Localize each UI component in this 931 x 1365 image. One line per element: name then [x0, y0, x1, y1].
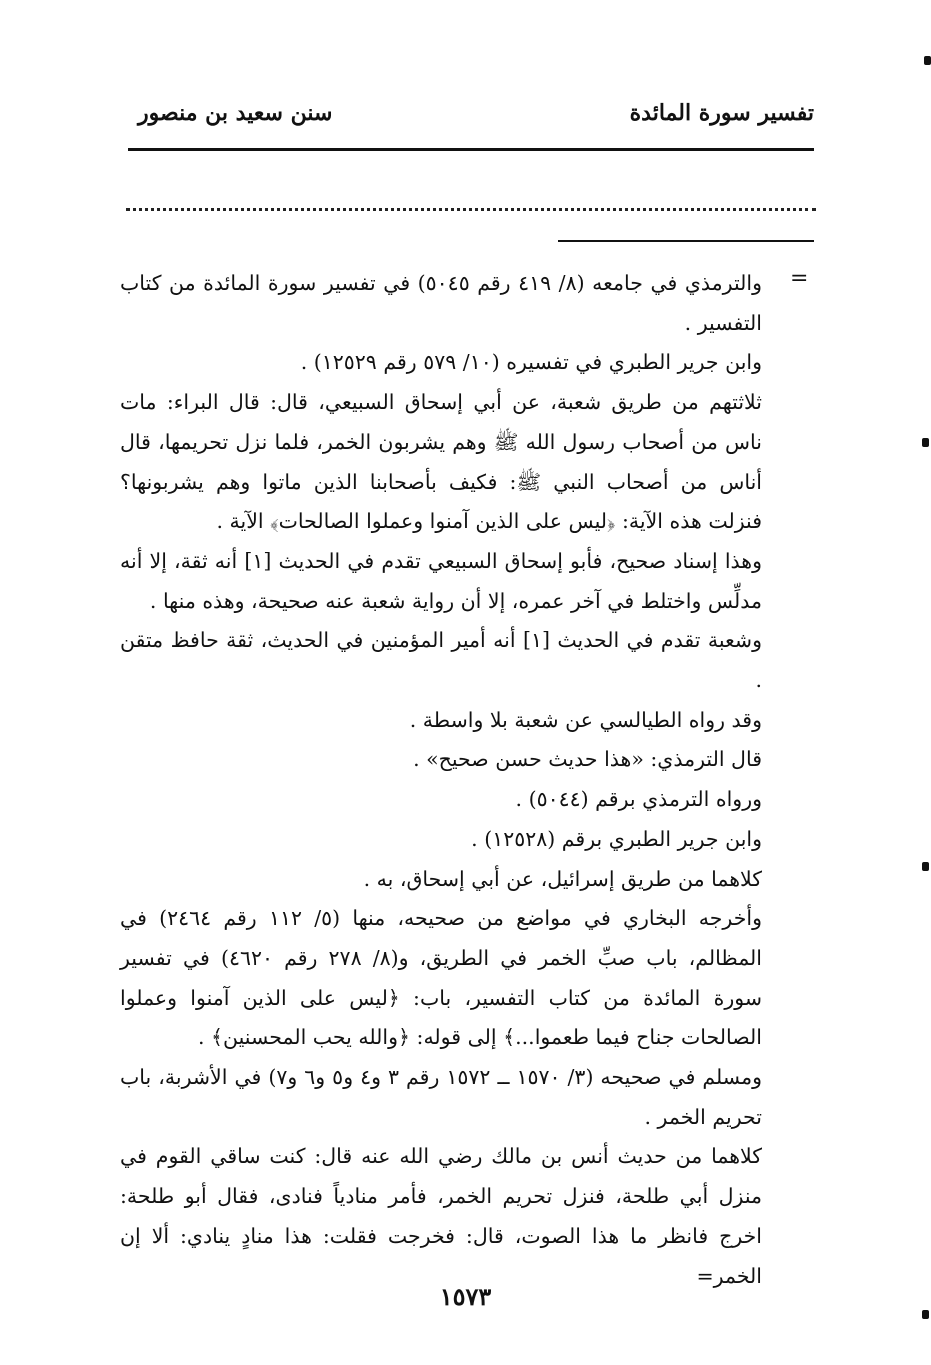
continuation-mark: = [790, 266, 809, 291]
paragraph: وهذا إسناد صحيح، فأبو إسحاق السبيعي تقدم في الحديث [١] أنه ثقة، إلا أنه مدلِّس واختلط في آخر عمره، إلا أن رواية شعبة عنه صحيحة، وهذه منها . [120, 548, 762, 613]
footnote-rule [558, 240, 814, 242]
dotted-separator [126, 188, 816, 211]
footnote-body [120, 264, 762, 1296]
header-chapter-title: تفسير سورة المائدة [629, 100, 814, 126]
paragraph: وأخرجه البخاري في مواضع من صحيحه، منها (٥/ ١١٢ رقم ٢٤٦٤) في المظالم، باب صبِّ الخمر في الطريق، و(٨/ ٢٧٨ رقم ٤٦٢٠) في تفسير سورة المائدة من كتاب التفسير، باب: ﴿ليس على الذين آمنوا وعملوا الصالحات جناح فيما طعموا...﴾ إلى قوله: ﴿والله يحب المحسنين﴾ . [120, 906, 762, 1050]
paragraph: وابن جرير الطبري في تفسيره (١٠/ ٥٧٩ رقم ١٢٥٢٩) . [300, 350, 762, 375]
paragraph: كلاهما من حديث أنس بن مالك رضي الله عنه قال: كنت ساقي القوم في منزل أبي طلحة، فنزل تحريم الخمر، فأمر منادياً فنادى، فقال أبو طلحة: اخرج فانظر ما هذا الصوت، قال: فخرجت فقلت: هذا منادٍ ينادي: ألا إن الخمر= [120, 1144, 762, 1288]
paragraph: ومسلم في صحيحه (٣/ ١٥٧٠ ــ ١٥٧٢ رقم ٣ و٤ و٥ و٦ و٧) في الأشربة، باب تحريم الخمر . [120, 1065, 762, 1129]
running-header [128, 100, 814, 140]
header-book-title: سنن سعيد بن منصور [138, 100, 333, 126]
scan-mark [922, 862, 929, 871]
scan-mark [922, 1310, 929, 1319]
paragraph: وابن جرير الطبري برقم (١٢٥٢٨) . [471, 826, 762, 851]
page-number: ١٥٧٣ [439, 1282, 492, 1311]
paragraph: قال الترمذي: «هذا حديث حسن صحيح» . [413, 747, 762, 772]
paragraph: وقد رواه الطيالسي عن شعبة بلا واسطة . [409, 707, 762, 732]
paragraph: ثلاثتهم من طريق شعبة، عن أبي إسحاق السبيعي، قال: قال البراء: مات ناس من أصحاب رسول الله ﷺ وهم يشربون الخمر، فلما نزل تحريمها، قال أناس من أصحاب النبي ﷺ: فكيف بأصحابنا الذين ماتوا وهم يشربونها؟ فنزلت هذه الآية: ﴿ليس على الذين آمنوا وعملوا الصالحات﴾ الآية . [120, 390, 762, 534]
paragraph: كلاهما من طريق إسرائيل، عن أبي إسحاق، به . [363, 866, 762, 891]
paragraph: ورواه الترمذي برقم (٥٠٤٤) . [515, 787, 762, 812]
scan-mark [924, 56, 931, 65]
header-rule [128, 148, 814, 151]
scan-mark [922, 438, 929, 447]
paragraph: وشعبة تقدم في الحديث [١] أنه أمير المؤمنين في الحديث، ثقة حافظ متقن . [120, 628, 762, 693]
paragraph: والترمذي في جامعه (٨/ ٤١٩ رقم ٥٠٤٥) في تفسير سورة المائدة من كتاب التفسير . [120, 271, 762, 335]
